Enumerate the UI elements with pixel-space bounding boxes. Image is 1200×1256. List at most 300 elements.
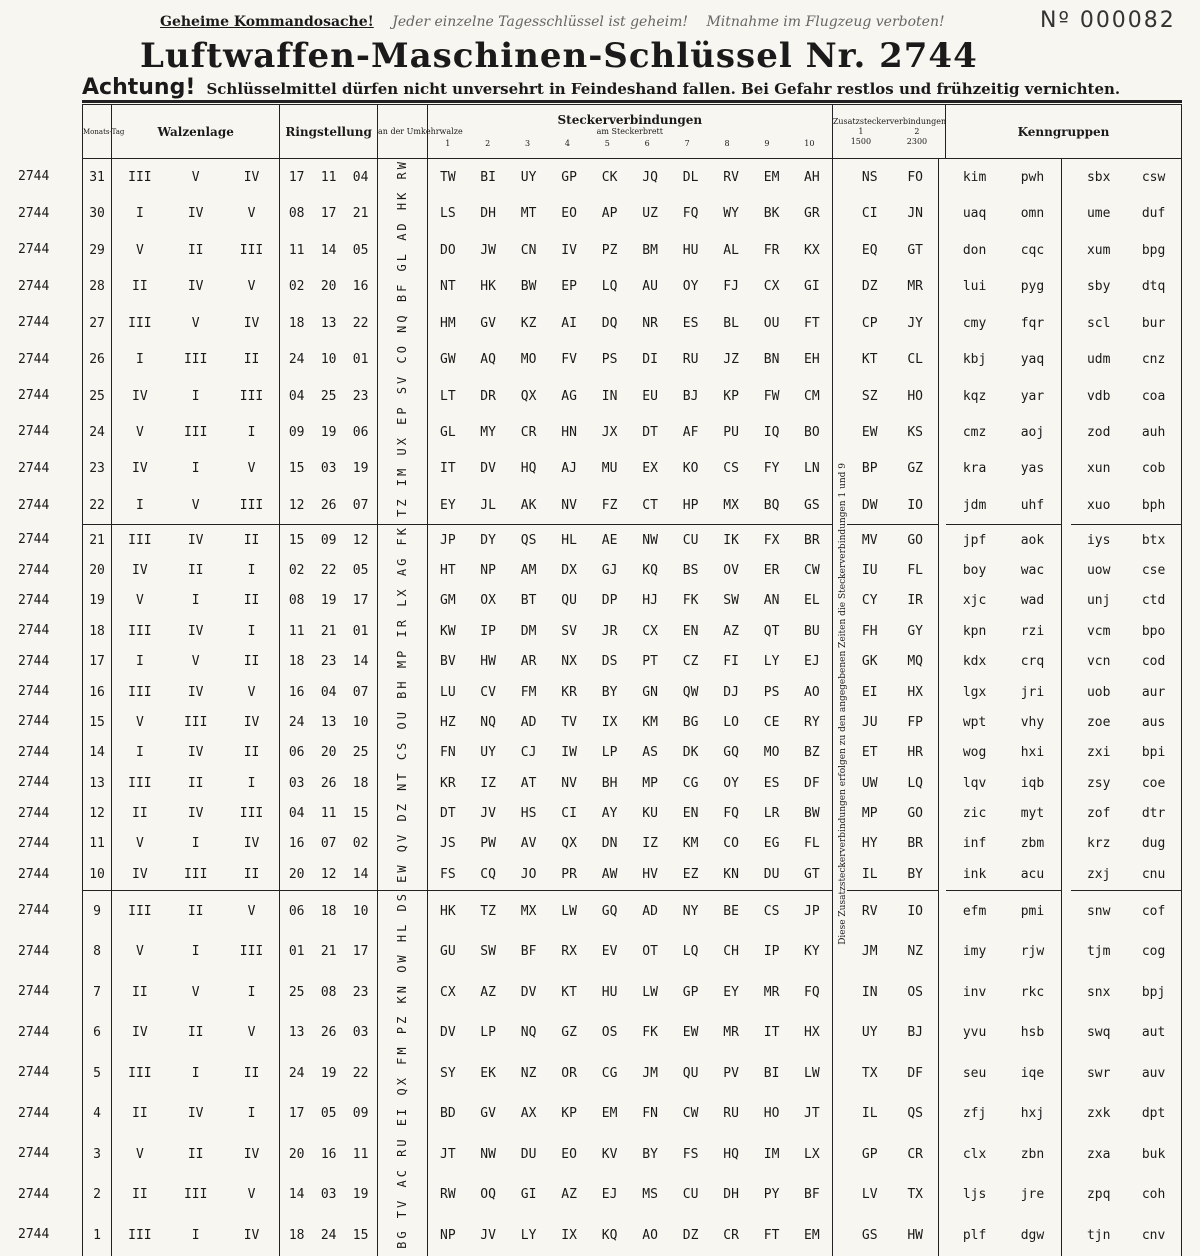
plug-pair-cell: QX — [520, 388, 537, 404]
ring-cell: 22 — [320, 563, 337, 579]
rotor-cell: IV — [168, 524, 224, 555]
plug-pair-cell: PS — [601, 352, 618, 368]
plug-pair-cell: EJ — [792, 647, 833, 677]
plug-pair-cell: CI — [561, 806, 577, 821]
plug-pair-cell: FZ — [601, 497, 618, 513]
plug-pair-cell: AO — [792, 677, 833, 707]
ring-cell: 16 — [288, 836, 305, 852]
plug-pair-cell: EW — [682, 1025, 699, 1041]
zusatz-pair-cell: BR — [893, 829, 939, 859]
zusatz-pair-cell: IO — [893, 890, 939, 931]
spacer — [1062, 524, 1071, 555]
day-cell: 25 — [83, 378, 112, 414]
plug-pair-cell: MO — [520, 352, 537, 368]
plug-pair-cell: DM — [520, 623, 537, 639]
key-number: 2744 — [18, 242, 50, 258]
kenngruppe-cell: rzi — [1020, 623, 1045, 639]
kenngruppe-cell: vdb — [1086, 388, 1111, 404]
rotor-cell: V — [224, 890, 280, 931]
plug-pair-cell: DQ — [601, 315, 618, 331]
ring-cell: 15 — [288, 461, 305, 477]
plug-pair-cell: BE — [711, 890, 752, 931]
plug-number: 10 — [804, 138, 815, 148]
rotor-cell: III — [183, 714, 208, 730]
plug-pair-cell: UY — [480, 745, 496, 761]
plug-pair-cell: GJ — [601, 563, 618, 579]
spacer — [1062, 269, 1071, 305]
spacer — [1062, 890, 1071, 931]
plug-pair-cell: EN — [682, 623, 699, 639]
plug-pair-cell: KY — [792, 932, 833, 972]
plug-number: 1 — [445, 138, 451, 148]
ring-cell: 21 — [344, 196, 377, 232]
plug-pair-cell: OT — [642, 944, 658, 960]
rotor-cell: II — [187, 1025, 204, 1041]
plug-pair-cell: DN — [601, 836, 618, 852]
day-cell: 3 — [83, 1134, 112, 1174]
kenngruppe-cell: boy — [962, 563, 987, 579]
col-zusatz-title: Zusatzsteckerverbindungen — [832, 116, 947, 126]
rotor-cell: I — [224, 414, 280, 450]
plug-pair-cell: KU — [642, 806, 658, 821]
kenngruppe-cell: zbm — [1020, 836, 1045, 852]
plug-pair-cell: LY — [520, 1227, 537, 1243]
plug-pair-cell: LS — [440, 206, 456, 222]
kenngruppe-cell: yar — [1020, 388, 1045, 404]
zusatz-pair-cell: DW — [861, 497, 878, 513]
ring-cell: 15 — [344, 1215, 377, 1256]
spacer — [938, 487, 945, 524]
plug-pair-cell: NT — [440, 279, 456, 295]
reflector-group — [377, 890, 427, 1255]
rotor-cell: I — [224, 555, 280, 585]
spacer — [938, 1215, 945, 1256]
ring-cell: 16 — [288, 684, 305, 700]
kenngruppe-cell: cod — [1126, 647, 1181, 677]
kenngruppe-cell: lgx — [962, 684, 987, 700]
key-number: 2744 — [18, 205, 50, 221]
ring-cell: 18 — [313, 890, 344, 931]
ring-cell: 26 — [320, 775, 337, 791]
col-stecker-title: Steckerverbindungen — [557, 112, 703, 127]
ring-cell: 24 — [288, 714, 305, 730]
kenngruppe-cell: cnv — [1126, 1215, 1181, 1256]
rotor-cell: V — [191, 654, 200, 670]
plug-pair-cell: CW — [682, 1106, 699, 1122]
kenngruppe-cell: iqb — [1020, 775, 1045, 791]
zusatz-pair-cell: UY — [861, 1025, 878, 1041]
plug-pair-cell: DF — [792, 768, 833, 798]
plug-pair-cell: FR — [763, 242, 780, 258]
plug-pair-cell: CO — [723, 836, 739, 852]
plug-pair-cell: AF — [682, 424, 699, 440]
kenngruppe-cell: yvu — [962, 1025, 987, 1041]
plug-pair-cell: DI — [642, 352, 658, 368]
plug-pair-cell: KX — [792, 232, 833, 268]
kenngruppe-cell: aut — [1126, 1013, 1181, 1053]
ring-cell: 05 — [344, 232, 377, 268]
day-cell: 24 — [83, 414, 112, 450]
rotor-cell: III — [128, 1065, 152, 1081]
kenngruppe-cell: bpg — [1126, 232, 1181, 268]
kenngruppe-cell: plf — [962, 1227, 987, 1243]
zusatz-side-text: Diese Zusatzsteckerverbindungen erfolgen zu den angegebenen Zeiten die Steckerverbindungen 1 und 9 — [837, 462, 848, 945]
plug-pair-cell: DV — [440, 1025, 456, 1041]
zusatz-pair-cell: IN — [861, 984, 878, 1000]
rotor-cell: IV — [224, 1215, 280, 1256]
plug-pair-cell: KM — [642, 714, 658, 730]
rotor-cell: I — [135, 654, 144, 670]
plug-pair-cell: FY — [763, 461, 780, 477]
rotor-cell: II — [224, 1053, 280, 1093]
kenngruppe-cell: bpo — [1126, 616, 1181, 646]
plug-pair-cell: TV — [561, 714, 577, 730]
zusatz-pair-cell: JU — [861, 714, 878, 730]
spacer — [1062, 677, 1071, 707]
plug-pair-cell: SV — [561, 623, 577, 639]
plug-pair-cell: IZ — [480, 775, 496, 791]
rotor-cell: IV — [132, 563, 148, 579]
plug-pair-cell: LW — [549, 890, 590, 931]
rotor-cell: V — [191, 497, 200, 513]
zusatz-time-1: 1500 — [850, 136, 872, 146]
rotor-cell: IV — [187, 684, 204, 700]
day-cell: 28 — [83, 269, 112, 305]
plug-pair-cell: FX — [751, 524, 792, 555]
key-number: 2744 — [18, 835, 50, 851]
kenngruppe-cell: zsy — [1086, 775, 1111, 791]
spacer — [1062, 341, 1071, 377]
table-row — [83, 677, 1182, 707]
rotor-cell: III — [128, 315, 152, 331]
day-cell: 31 — [83, 159, 112, 196]
plug-pair-cell: BI — [763, 1065, 780, 1081]
key-number: 2744 — [18, 278, 50, 294]
plug-pair-cell: FN — [642, 1106, 658, 1122]
kenngruppe-cell: pwh — [1020, 169, 1045, 185]
rotor-cell: IV — [187, 745, 204, 761]
kenngruppe-cell: pyg — [1020, 279, 1045, 295]
plug-pair-cell: AQ — [480, 352, 496, 368]
spacer — [938, 890, 945, 931]
ring-cell: 01 — [344, 616, 377, 646]
zusatz-pair-cell: HR — [893, 738, 939, 768]
spacer — [1062, 451, 1071, 487]
ring-cell: 08 — [320, 984, 337, 1000]
plug-pair-cell: CG — [601, 1065, 618, 1081]
zusatz-pair-cell: NS — [861, 169, 878, 185]
ring-cell: 16 — [320, 1146, 337, 1162]
plug-pair-cell: DU — [520, 1146, 537, 1162]
zusatz-pair-cell: GO — [893, 524, 939, 555]
plug-pair-cell: BU — [792, 616, 833, 646]
ring-cell: 14 — [344, 859, 377, 890]
table-row — [83, 378, 1182, 414]
spacer — [1062, 1215, 1071, 1256]
spacer — [938, 378, 945, 414]
plug-pair-cell: OR — [561, 1065, 577, 1081]
plug-pair-cell: IM — [763, 1146, 780, 1162]
ring-cell: 18 — [288, 1227, 305, 1243]
plug-pair-cell: TW — [440, 169, 456, 185]
ring-cell: 25 — [320, 388, 337, 404]
zusatz-pair-cell: CL — [893, 341, 939, 377]
kenngruppe-cell: uhf — [1020, 497, 1045, 513]
rotor-cell: I — [191, 1227, 200, 1243]
rotor-cell: I — [224, 616, 280, 646]
day-cell: 8 — [83, 932, 112, 972]
ring-cell: 17 — [344, 586, 377, 616]
ring-cell: 11 — [288, 242, 305, 258]
day-cell: 1 — [83, 1215, 112, 1256]
ring-cell: 17 — [320, 206, 337, 222]
rotor-cell: IV — [187, 1106, 204, 1122]
kenngruppe-cell: imy — [962, 944, 987, 960]
plug-number: 3 — [525, 138, 531, 148]
zusatz-pair-cell: TX — [893, 1175, 939, 1215]
ring-cell: 23 — [320, 654, 337, 670]
secret-label: Geheime Kommandosache! — [160, 14, 374, 30]
spacer — [938, 859, 945, 890]
plug-pair-cell: JV — [480, 1227, 496, 1243]
key-number: 2744 — [18, 902, 50, 918]
zusatz-pair-cell: JY — [893, 305, 939, 341]
rotor-cell: II — [224, 524, 280, 555]
header-note-2: Mitnahme im Flugzeug verboten! — [706, 14, 945, 30]
kenngruppe-cell: vcm — [1086, 623, 1111, 639]
plug-pair-cell: KR — [561, 684, 577, 700]
table-row — [83, 1215, 1182, 1256]
plug-pair-cell: TZ — [468, 890, 509, 931]
rotor-cell: V — [191, 169, 200, 185]
plug-pair-cell: BY — [642, 1146, 658, 1162]
key-number: 2744 — [18, 169, 50, 185]
kenngruppe-cell: coh — [1126, 1175, 1181, 1215]
rotor-cell: IV — [224, 707, 280, 737]
ring-cell: 15 — [344, 798, 377, 828]
plug-pair-cell: QX — [561, 836, 577, 852]
plug-pair-cell: EJ — [601, 1187, 618, 1203]
plug-pair-cell: OY — [682, 279, 699, 295]
kenngruppe-cell: wpt — [962, 714, 987, 730]
ring-cell: 11 — [320, 806, 337, 821]
spacer — [1062, 1094, 1071, 1134]
spacer — [1062, 555, 1071, 585]
kenngruppe-cell: seu — [962, 1065, 987, 1081]
kenngruppe-cell: cog — [1126, 932, 1181, 972]
plug-pair-cell: QS — [508, 524, 549, 555]
plug-pair-cell: IK — [711, 524, 752, 555]
plug-pair-cell: AW — [601, 866, 618, 882]
kenngruppe-cell: jpf — [946, 524, 1004, 555]
key-number: 2744 — [18, 1105, 50, 1121]
plug-pair-cell: GU — [440, 944, 456, 960]
plug-pair-cell: LR — [763, 806, 780, 821]
plug-pair-cell: PU — [723, 424, 739, 440]
plug-pair-cell: KP — [561, 1106, 577, 1122]
kenngruppe-cell: dpt — [1126, 1094, 1181, 1134]
plug-pair-cell: HQ — [723, 1146, 739, 1162]
zusatz-pair-cell: KS — [893, 414, 939, 450]
plug-pair-cell: OS — [601, 1025, 618, 1041]
plug-pair-cell: JQ — [642, 169, 658, 185]
day-cell: 5 — [83, 1053, 112, 1093]
kenngruppe-cell: duf — [1126, 196, 1181, 232]
plug-pair-cell: MP — [642, 775, 658, 791]
plug-pair-cell: FQ — [723, 806, 739, 821]
spacer — [938, 932, 945, 972]
ring-cell: 15 — [280, 524, 313, 555]
day-cell: 9 — [83, 890, 112, 931]
ring-cell: 05 — [320, 1106, 337, 1122]
plug-pair-cell: OU — [763, 315, 780, 331]
rotor-cell: III — [112, 524, 168, 555]
plug-pair-cell: EP — [561, 279, 577, 295]
day-cell: 13 — [83, 768, 112, 798]
plug-pair-cell: FS — [682, 1146, 699, 1162]
plug-pair-cell: MX — [723, 497, 739, 513]
ring-cell: 21 — [320, 623, 337, 639]
plug-pair-cell: AT — [520, 775, 537, 791]
spacer — [1062, 1053, 1071, 1093]
kenngruppe-cell: hxj — [1020, 1106, 1045, 1122]
plug-pair-cell: BT — [520, 593, 537, 609]
spacer — [1062, 647, 1071, 677]
spacer — [938, 524, 945, 555]
key-number: 2744 — [18, 1024, 50, 1040]
plug-pair-cell: BS — [682, 563, 699, 579]
plug-pair-cell: NP — [440, 1227, 456, 1243]
kenngruppe-cell: efm — [946, 890, 1004, 931]
ring-cell: 11 — [288, 623, 305, 639]
kenngruppe-cell: aur — [1126, 677, 1181, 707]
plug-pair-cell: HK — [480, 279, 496, 295]
kenngruppe-cell: auh — [1126, 414, 1181, 450]
spacer — [938, 677, 945, 707]
kenngruppe-cell: zxk — [1086, 1106, 1111, 1122]
ring-cell: 12 — [288, 497, 305, 513]
spacer — [938, 305, 945, 341]
plug-pair-cell: HM — [440, 315, 456, 331]
plug-pair-cell: OX — [480, 593, 496, 609]
document-title: Luftwaffen-Maschinen-Schlüssel Nr. 2744 — [140, 36, 978, 76]
ring-cell: 24 — [288, 1065, 305, 1081]
zusatz-pair-cell: JM — [861, 944, 878, 960]
ring-cell: 24 — [320, 1227, 337, 1243]
plug-pair-cell: IX — [601, 714, 618, 730]
kenngruppe-cell: auv — [1126, 1053, 1181, 1093]
plug-pair-cell: FM — [520, 684, 537, 700]
spacer — [938, 586, 945, 616]
table-row — [83, 341, 1182, 377]
ring-cell: 14 — [344, 647, 377, 677]
ring-cell: 16 — [344, 269, 377, 305]
spacer — [938, 341, 945, 377]
plug-pair-cell: CN — [520, 242, 537, 258]
zusatz-numbers — [833, 127, 945, 137]
spacer — [1062, 1175, 1071, 1215]
rotor-cell: III — [224, 798, 280, 828]
kenngruppe-cell: crq — [1020, 654, 1045, 670]
plug-pair-cell: EX — [642, 461, 658, 477]
table-row — [83, 1013, 1182, 1053]
zusatz-pair-cell: DF — [893, 1053, 939, 1093]
table-row — [83, 196, 1182, 232]
plug-pair-cell: JX — [601, 424, 618, 440]
zusatz-pair-cell: BJ — [893, 1013, 939, 1053]
rotor-cell: V — [135, 944, 144, 960]
plug-pair-cell: FT — [763, 1227, 780, 1243]
plug-pair-cell: JO — [520, 866, 537, 882]
zusatz-pair-cell: EI — [861, 684, 878, 700]
plug-pair-cell: HT — [440, 563, 456, 579]
rotor-cell: I — [224, 768, 280, 798]
table-row — [83, 859, 1182, 890]
plug-pair-cell: AD — [520, 714, 537, 730]
reflector-group — [377, 524, 427, 890]
zusatz-pair-cell: IU — [861, 563, 878, 579]
plug-pair-cell: KN — [723, 866, 739, 882]
kenngruppe-cell: lqv — [962, 775, 987, 791]
plug-pair-cell: BF — [520, 944, 537, 960]
zusatz-times — [833, 137, 945, 147]
ring-cell: 19 — [320, 424, 337, 440]
kenngruppe-cell: cmz — [962, 424, 987, 440]
kenngruppe-cell: zod — [1086, 424, 1111, 440]
plug-pair-cell: HP — [682, 497, 699, 513]
ring-cell: 07 — [344, 677, 377, 707]
plug-pair-cell: DO — [440, 242, 456, 258]
zusatz-pair-cell: HY — [861, 836, 878, 852]
plug-pair-cell: GV — [480, 315, 496, 331]
plug-pair-cell: EK — [480, 1065, 496, 1081]
kenngruppe-cell: vhy — [1020, 714, 1045, 730]
rotor-cell: II — [132, 1106, 148, 1122]
plug-pair-cell: CU — [670, 524, 711, 555]
key-number: 2744 — [18, 497, 50, 513]
zusatz-pair-cell: RV — [847, 890, 893, 931]
plug-pair-cell: JP — [792, 890, 833, 931]
spacer — [1062, 829, 1071, 859]
ring-cell: 07 — [320, 836, 337, 852]
kenngruppe-cell: yas — [1020, 461, 1045, 477]
kenngruppe-cell: acu — [1020, 866, 1045, 882]
plug-pair-cell: DU — [763, 866, 780, 882]
ring-cell: 02 — [288, 563, 305, 579]
day-cell: 26 — [83, 341, 112, 377]
plug-pair-cell: WY — [723, 206, 739, 222]
day-cell: 20 — [83, 555, 112, 585]
kenngruppe-cell: kra — [962, 461, 987, 477]
col-tag: Monats-Tag — [83, 105, 112, 159]
kenngruppe-cell: bpj — [1126, 972, 1181, 1012]
table-row — [83, 414, 1182, 450]
plug-pair-cell: CH — [723, 944, 739, 960]
rotor-cell: IV — [224, 1134, 280, 1174]
kenngruppe-cell: kpn — [962, 623, 987, 639]
rotor-cell: I — [191, 388, 200, 404]
ring-cell: 14 — [288, 1187, 305, 1203]
rotor-cell: III — [128, 684, 152, 700]
plug-pair-cell: IT — [440, 461, 456, 477]
kenngruppe-cell: bpi — [1126, 738, 1181, 768]
rotor-cell: II — [132, 806, 148, 821]
day-cell: 11 — [83, 829, 112, 859]
key-number: 2744 — [18, 866, 50, 882]
plug-pair-cell: GP — [561, 169, 577, 185]
plug-pair-cell: GQ — [723, 745, 739, 761]
table-row — [83, 269, 1182, 305]
